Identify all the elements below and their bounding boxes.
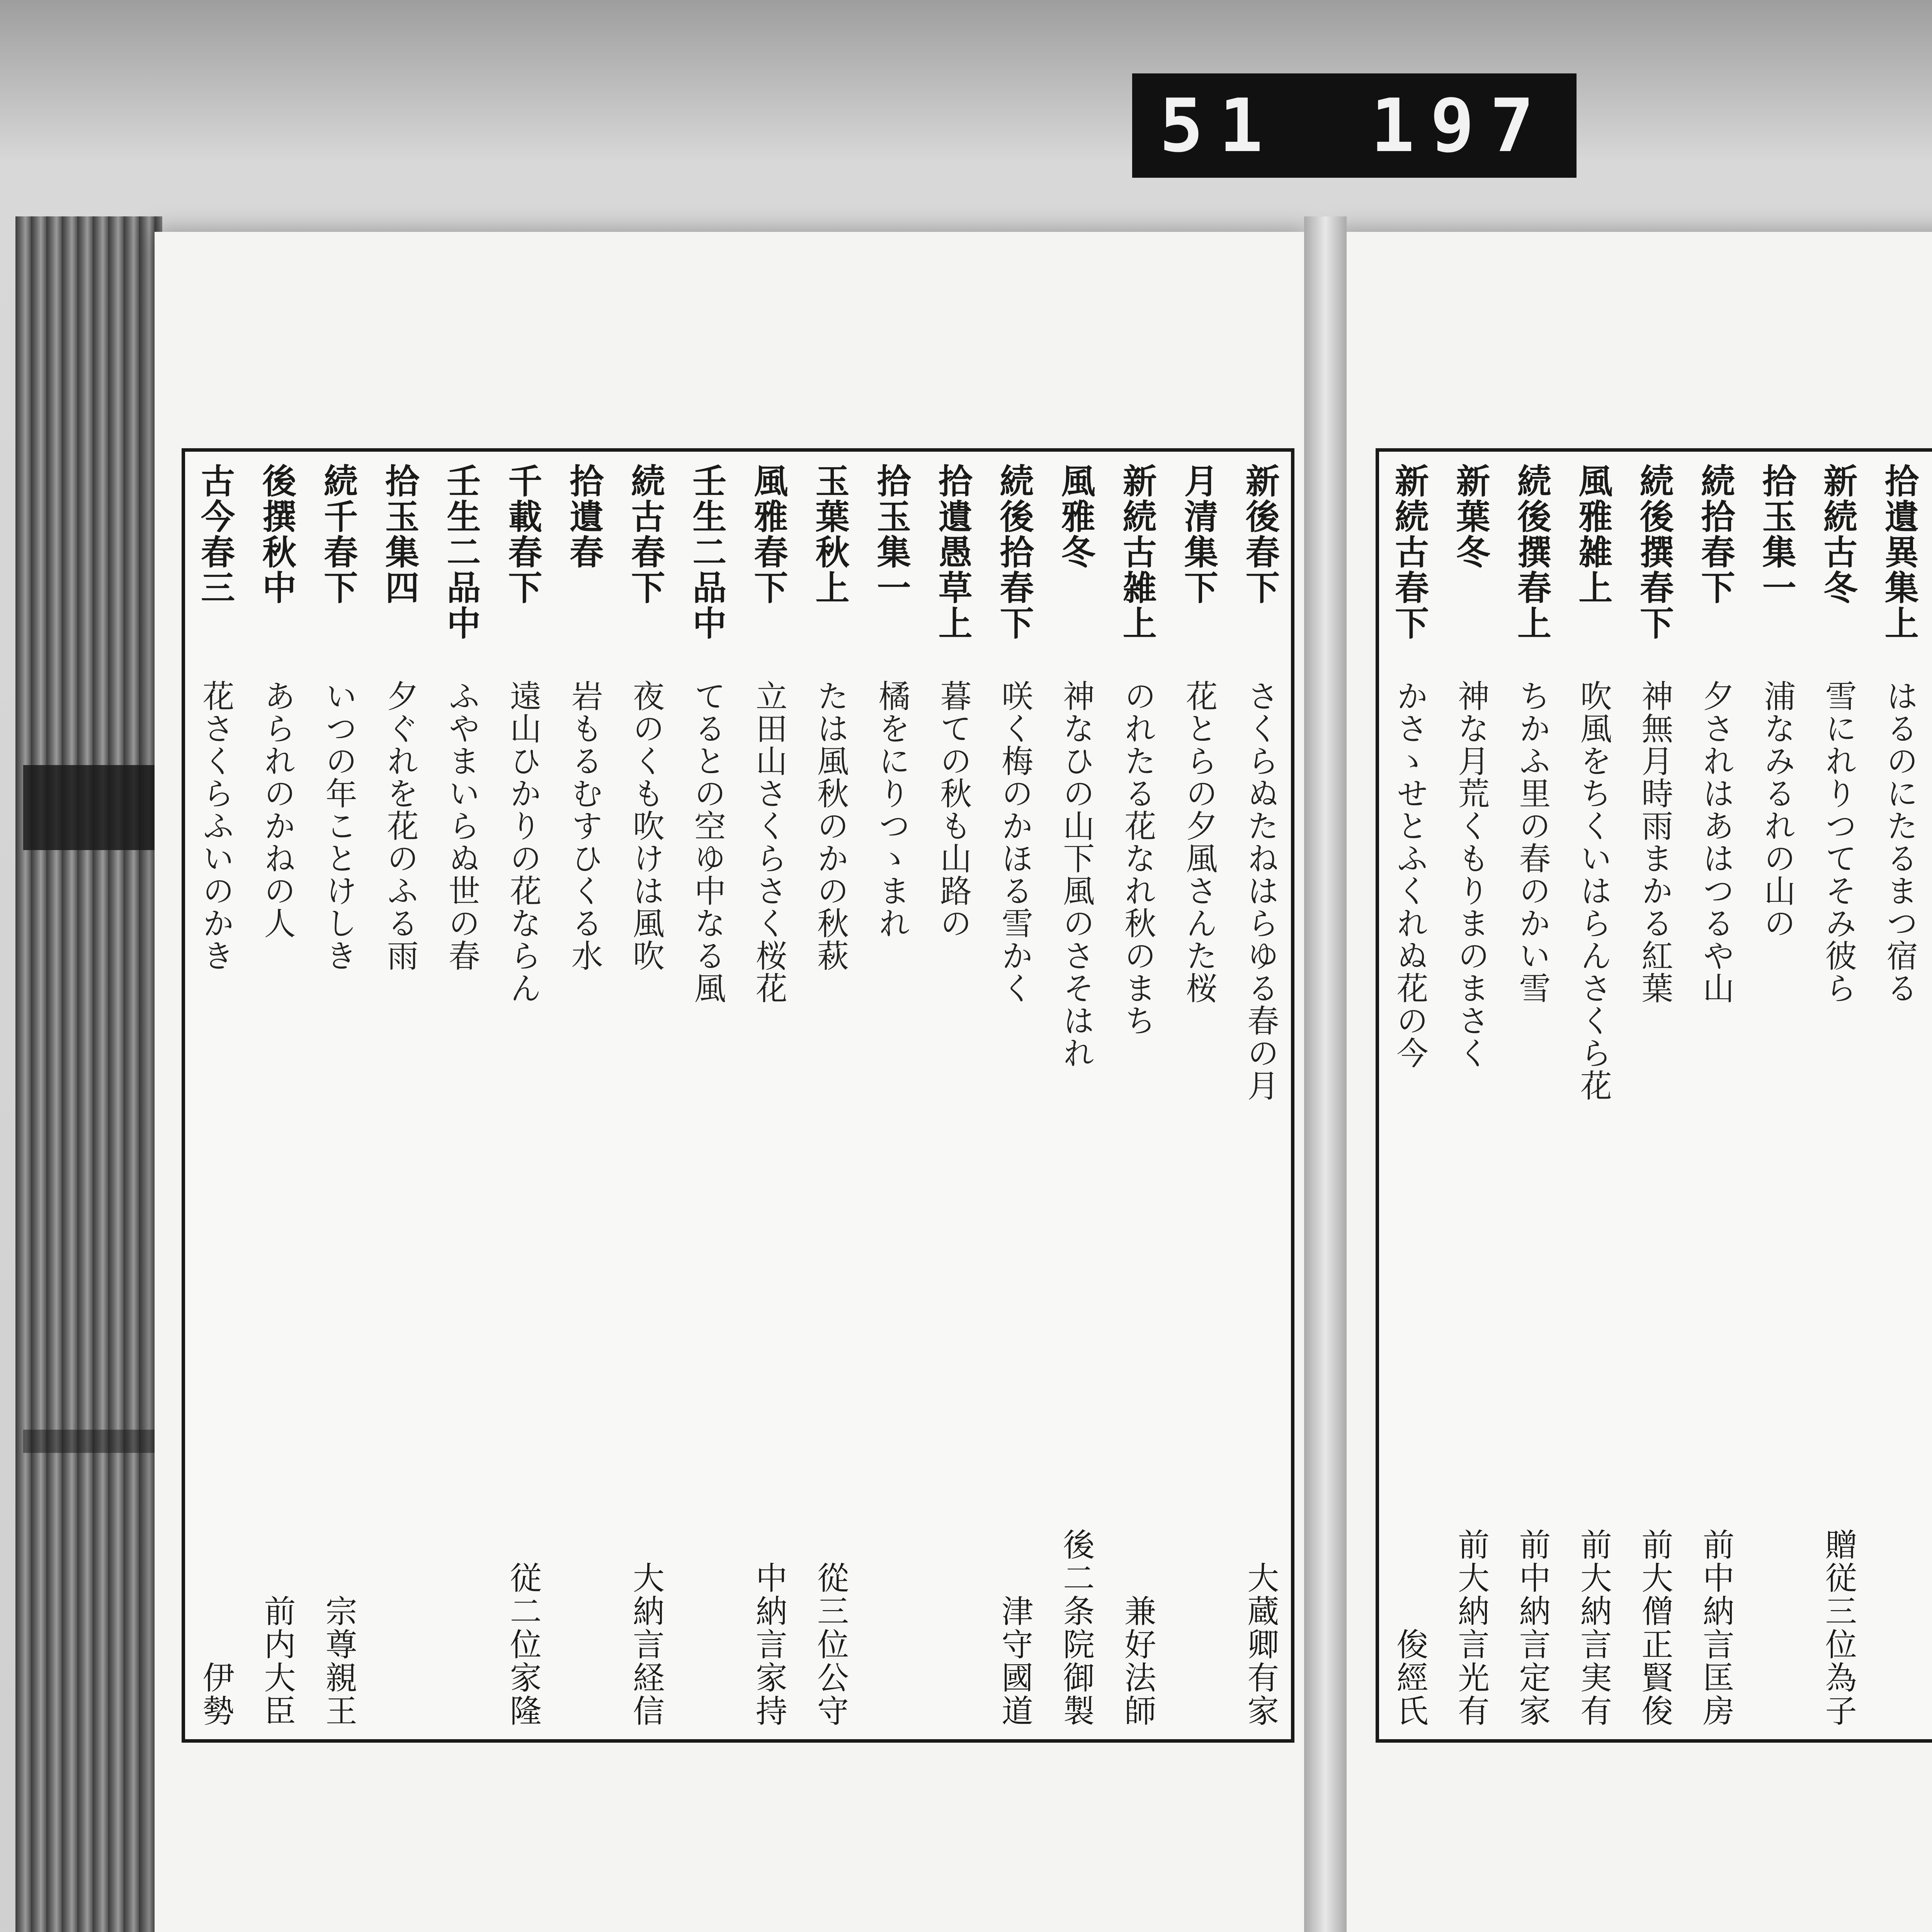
left_page-column — [377, 463, 423, 1728]
source-heading: 続拾春下 — [1696, 463, 1736, 605]
verse-line: 花とらの夕風さんた桜 — [1180, 680, 1218, 1004]
source-heading: 拾遺異集上 — [1879, 463, 1920, 641]
left_page-column — [254, 463, 300, 1728]
left_page-column — [1176, 463, 1222, 1728]
verse-line: 神無月時雨まかる紅葉 — [1636, 680, 1673, 1004]
left-spine-tab — [23, 765, 162, 850]
left_page-column — [561, 463, 607, 1728]
poet-name: 従二位家隆 — [505, 1561, 542, 1728]
source-heading: 風雅雑上 — [1573, 463, 1614, 605]
left_page-column — [992, 463, 1037, 1728]
label-right-number: 197 — [1370, 83, 1549, 168]
source-heading: 続後撰春下 — [1634, 463, 1675, 641]
verse-line: 暮ての秋も山路の — [935, 680, 972, 939]
left-page-edge — [15, 216, 162, 1932]
verse-line: いつの年ことけしき — [320, 680, 357, 972]
source-heading: 拾遺愚草上 — [933, 463, 973, 641]
verse-line: かさゝせとふくれぬ花の今 — [1391, 680, 1428, 1069]
source-heading: 新続古冬 — [1818, 463, 1859, 605]
verse-line: 浦なみるれの山の — [1759, 680, 1796, 939]
poet-name: 中納言家持 — [750, 1561, 787, 1728]
left_page-column — [684, 463, 730, 1728]
source-heading: 続古春下 — [626, 463, 666, 605]
poet-name: 前中納言匡房 — [1697, 1528, 1735, 1728]
left_page-column — [1115, 463, 1160, 1728]
right_page-column — [1877, 463, 1922, 1728]
verse-line: ちかふ里の春のかい雪 — [1514, 680, 1551, 1004]
right_page-column — [1387, 463, 1432, 1728]
source-heading: 拾玉集四 — [380, 463, 420, 605]
verse-line: 夕ぐれを花のふる雨 — [382, 680, 419, 972]
left_page-column — [193, 463, 238, 1728]
source-heading: 拾玉集一 — [871, 463, 912, 605]
left-text-frame — [182, 448, 1294, 1743]
source-heading: 壬生二品中 — [687, 463, 728, 641]
verse-line: 橘をにりつゝまれ — [873, 680, 910, 939]
poet-name: 宗尊親王 — [320, 1595, 357, 1728]
verse-line: 雪にれりつてそみ彼ら — [1820, 680, 1857, 1004]
verse-line: はるのにたるまつ宿る — [1881, 680, 1918, 1004]
verse-line: てるとの空ゆ中なる風 — [689, 680, 726, 1004]
verse-line: あられのかねの人 — [259, 680, 296, 939]
poet-name: 前中納言定家 — [1514, 1528, 1551, 1728]
left_page-column — [869, 463, 915, 1728]
poet-name: 前大僧正賢俊 — [1636, 1528, 1673, 1728]
verse-line: たは風秋のかの秋萩 — [812, 680, 849, 972]
source-heading: 古今春三 — [196, 463, 236, 605]
right-text-frame — [1376, 448, 1932, 1743]
verse-line: 吹風をちくいはらんさくら花 — [1575, 680, 1612, 1102]
left_page-column — [1238, 463, 1283, 1728]
source-heading: 続後拾春下 — [994, 463, 1035, 641]
right_page-column — [1509, 463, 1555, 1728]
source-heading: 後撰秋中 — [257, 463, 298, 605]
verse-line: ふやまいらぬ世の春 — [443, 680, 480, 972]
right_page-column — [1570, 463, 1616, 1728]
poet-name: 津守國道 — [996, 1595, 1033, 1728]
verse-line: 遠山ひかりの花ならん — [505, 680, 542, 1004]
left_page-column — [807, 463, 853, 1728]
right_page-column — [1632, 463, 1677, 1728]
source-heading: 新続古雑上 — [1117, 463, 1158, 641]
poet-name: 前大納言光有 — [1452, 1528, 1490, 1728]
right_page-column — [1815, 463, 1861, 1728]
poet-name: 從三位公守 — [812, 1561, 849, 1728]
poet-name: 前内大臣 — [259, 1595, 296, 1728]
poet-name: 兼好法師 — [1119, 1595, 1156, 1728]
verse-line: 夜のくも吹けは風吹 — [628, 680, 665, 972]
verse-line: 立田山さくらさく桜花 — [750, 680, 787, 1004]
right_page-column — [1754, 463, 1800, 1728]
verse-line: のれたる花なれ秋のまち — [1119, 680, 1156, 1037]
left_page-column — [623, 463, 668, 1728]
left_page-column — [746, 463, 791, 1728]
left_page-column — [316, 463, 361, 1728]
source-heading: 風雅冬 — [1056, 463, 1096, 570]
source-heading: 拾玉集一 — [1757, 463, 1797, 605]
book-gutter — [1304, 216, 1347, 1932]
source-heading: 玉葉秋上 — [810, 463, 850, 605]
poet-name: 大納言経信 — [628, 1561, 665, 1728]
left_page-column — [439, 463, 484, 1728]
verse-line: さくらぬたねはらゆる春の月 — [1242, 680, 1279, 1102]
source-heading: 新後春下 — [1240, 463, 1281, 605]
source-heading: 壬生二品中 — [441, 463, 482, 641]
verse-line: 岩もるむすひくる水 — [566, 680, 603, 972]
right-columns — [1387, 463, 1932, 1728]
left_page-column — [1053, 463, 1099, 1728]
source-heading: 新葉冬 — [1451, 463, 1491, 570]
verse-line: 咲く梅のかほる雪かく — [996, 680, 1033, 1004]
source-heading: 続後撰春上 — [1512, 463, 1552, 641]
poet-name: 前大納言実有 — [1575, 1528, 1612, 1728]
poet-name: 後二条院御製 — [1058, 1528, 1095, 1728]
poet-name: 大蔵卿有家 — [1242, 1561, 1279, 1728]
right_page-column — [1448, 463, 1493, 1728]
left_page-column — [500, 463, 546, 1728]
left-edge-mark — [23, 1430, 162, 1453]
verse-line: 神な月荒くもりまのまさく — [1452, 680, 1490, 1069]
left_page-column — [930, 463, 976, 1728]
verse-line: 夕されはあはつるや山 — [1697, 680, 1735, 1004]
verse-line: 花さくらふいのかき — [197, 680, 234, 972]
archive-label — [1132, 73, 1577, 178]
poet-name: 俊經氏 — [1391, 1628, 1428, 1728]
right_page-column — [1693, 463, 1738, 1728]
verse-line: 神なひの山下風のさそはれ — [1058, 680, 1095, 1069]
source-heading: 拾遺春 — [564, 463, 605, 570]
poet-name: 贈従三位為子 — [1820, 1528, 1857, 1728]
source-heading: 千載春下 — [503, 463, 543, 605]
source-heading: 月清集下 — [1179, 463, 1219, 605]
source-heading: 新続古春下 — [1389, 463, 1430, 641]
left-columns — [193, 463, 1283, 1728]
source-heading: 風雅春下 — [748, 463, 789, 605]
poet-name: 伊勢 — [197, 1661, 234, 1728]
source-heading: 続千春下 — [318, 463, 359, 605]
label-left-number: 51 — [1159, 83, 1279, 168]
